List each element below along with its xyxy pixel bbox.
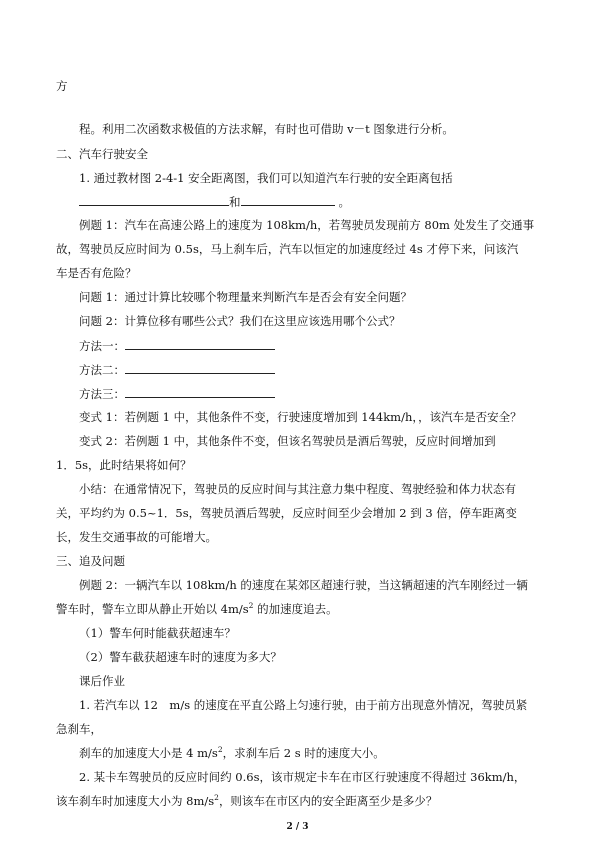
section-heading: 二、汽车行驶安全 (56, 147, 148, 161)
text-line: 车是否有危险？ (56, 266, 137, 280)
method-label: 方法一： (79, 339, 125, 353)
text-line: 变式 2：若例题 1 中，其他条件不变，但该名驾驶员是酒后驾驶，反应时间增加到 (79, 434, 496, 448)
text-line: 警车时，警车立即从静止开始以 $4m/s^2$ 的加速度追去。 (56, 601, 338, 616)
text-line: 程。利用二次函数求极值的方法求解，有时也可借助 v－t 图象进行分析。 (79, 122, 454, 136)
page-number: 2 / 3 (286, 822, 309, 832)
text-line: 1. 通过教材图 2-4-1 安全距离图，我们可以知道汽车行驶的安全距离包括 (79, 171, 453, 185)
text-line: 问题 2：计算位移有哪些公式？我们在这里应该选用哪个公式？ (79, 314, 401, 328)
method-line (79, 385, 275, 402)
answer-blank[interactable] (79, 193, 229, 206)
text-line: 刹车的加速度大小是 4 $m/s^2$，求刹车后 2 s 时的速度大小。 (79, 745, 385, 760)
text-line: 关，平均约为 0.5~1．5s，驾驶员酒后驾驶，反应时间至少会增加 2 到 3 倍，停车距离变 (56, 506, 517, 520)
blank-connector: 和 (229, 195, 241, 209)
text-line: 长，发生交通事故的可能增大。 (56, 530, 217, 544)
text-line: 例题 2：一辆汽车以 108km/h 的速度在某郊区超速行驶，当这辆超速的汽车刚经过一辆 (79, 578, 528, 592)
text-line: 1．5s，此时结果将如何？ (56, 458, 192, 472)
text-line: 问题 1：通过计算比较哪个物理量来判断汽车是否会有安全问题？ (79, 290, 412, 304)
answer-blank[interactable] (241, 193, 335, 206)
text-line: 变式 1：若例题 1 中，其他条件不变，行驶速度增加到 144km/h，，该汽车是否安全？ (79, 410, 522, 424)
text-line: 故，驾驶员反应时间为 0.5s，马上刹车后，汽车以恒定的加速度经过 4s 才停下来，问该汽 (56, 242, 519, 256)
answer-blank[interactable] (125, 337, 275, 350)
section-heading: 三、追及问题 (56, 554, 125, 568)
text-line: 例题 1：汽车在高速公路上的速度为 108km/h，若驾驶员发现前方 80m 处发生了交通事 (79, 218, 535, 232)
text-line: 方 (56, 79, 68, 93)
blank-end: 。 (338, 195, 350, 209)
text-line: 小结：在通常情况下，驾驶员的反应时间与其注意力集中程度、驾驶经验和体力状态有 (79, 482, 516, 496)
method-line (79, 361, 275, 378)
text-line: 1. 若汽车以 12 m/s 的速度在平直公路上匀速行驶，由于前方出现意外情况，驾驶员紧 (79, 698, 528, 712)
method-label: 方法二： (79, 363, 125, 377)
text-line: 2. 某卡车驾驶员的反应时间约 0.6s，该市规定卡车在市区行驶速度不得超过 36km/h， (79, 770, 526, 784)
section-heading: 课后作业 (79, 674, 125, 688)
text-line: 该车刹车时加速度大小为 $8m/s^2$，则该车在市区内的安全距离至少是多少？ (56, 793, 438, 808)
answer-blank[interactable] (125, 361, 275, 374)
fill-in-line (79, 193, 350, 210)
text-line: （2）警车截获超速车时的速度为多大？ (79, 650, 282, 664)
text-line: 急刹车， (56, 722, 102, 736)
text-line: （1）警车何时能截获超速车？ (79, 626, 236, 640)
method-line (79, 337, 275, 354)
method-label: 方法三： (79, 387, 125, 401)
answer-blank[interactable] (125, 385, 275, 398)
